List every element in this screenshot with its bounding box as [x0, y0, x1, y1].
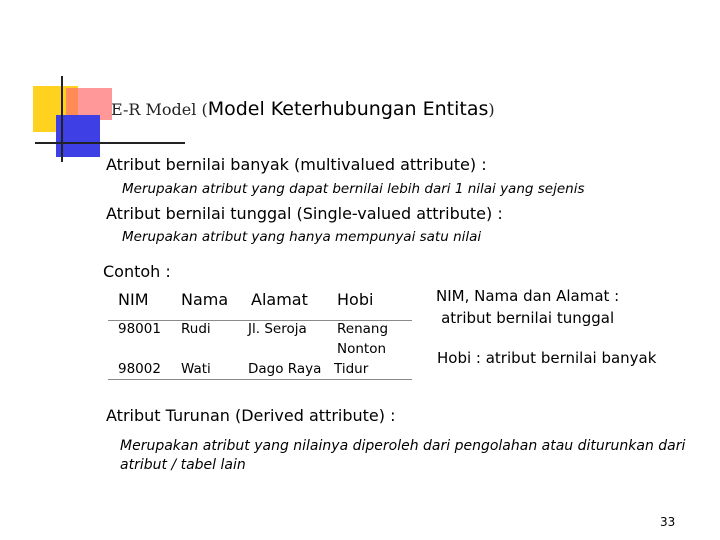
multivalued-description: Merupakan atribut yang dapat bernilai lebih dari 1 nilai yang sejenis	[122, 181, 585, 197]
example-label: Contoh :	[103, 262, 171, 281]
table-cell-alamat: Jl. Seroja	[248, 321, 307, 337]
example-table	[108, 284, 412, 380]
table-cell-hobi: Nonton	[337, 341, 387, 357]
title-suffix: )	[488, 100, 495, 119]
table-cell-alamat: Dago Raya	[248, 361, 322, 377]
title-main: Model Keterhubungan Entitas	[207, 98, 489, 120]
slide-title	[111, 98, 495, 120]
table-header-nim: NIM	[118, 290, 149, 309]
table-cell-hobi: Renang	[337, 321, 389, 337]
table-cell-nim: 98002	[118, 361, 161, 377]
note-single-line1: NIM, Nama dan Alamat :	[436, 287, 620, 305]
note-single-line2: atribut bernilai tunggal	[441, 309, 615, 327]
table-bottom-border	[108, 379, 412, 380]
multivalued-heading: Atribut bernilai banyak (multivalued attribute) :	[106, 155, 487, 174]
table-cell-hobi: Tidur	[334, 361, 369, 377]
decor-horizontal-line	[35, 142, 185, 144]
decor-vertical-line	[61, 76, 63, 162]
table-cell-nama: Wati	[181, 361, 211, 377]
table-header-hobi: Hobi	[337, 290, 374, 309]
singlevalued-heading: Atribut bernilai tunggal (Single-valued attribute) :	[106, 204, 503, 223]
derived-description: Merupakan atribut yang nilainya diperoleh dari pengolahan atau diturunkan dari atribut / tabel lain	[120, 438, 686, 473]
page-number: 33	[660, 515, 676, 529]
table-header-alamat: Alamat	[251, 290, 308, 309]
note-single-valued	[436, 285, 619, 329]
note-multi-valued: Hobi : atribut bernilai banyak	[437, 349, 657, 367]
table-cell-nama: Rudi	[181, 321, 211, 337]
title-prefix: E-R Model (	[111, 100, 208, 119]
table-cell-nim: 98001	[118, 321, 161, 337]
table-header-nama: Nama	[181, 290, 229, 309]
derived-heading: Atribut Turunan (Derived attribute) :	[106, 406, 396, 425]
singlevalued-description: Merupakan atribut yang hanya mempunyai satu nilai	[122, 229, 482, 245]
